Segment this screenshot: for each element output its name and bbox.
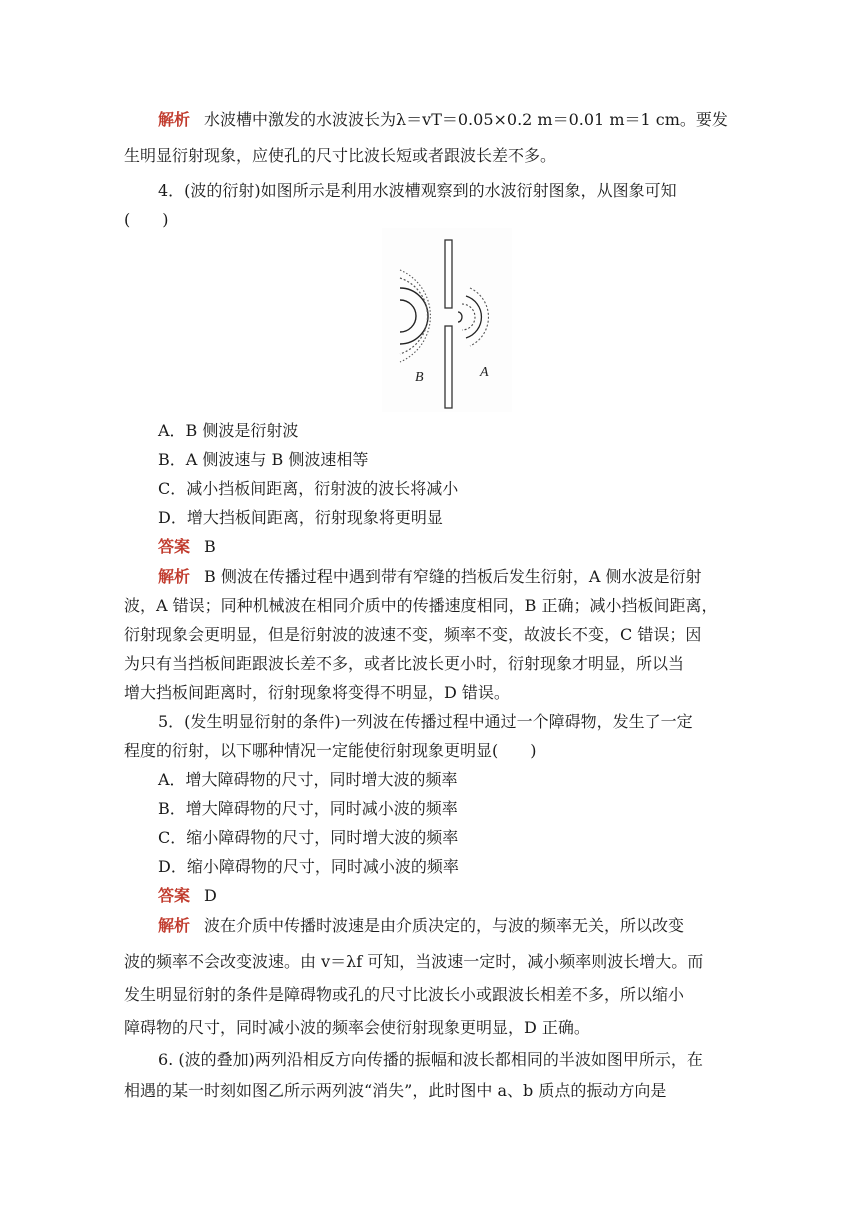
upper-barrier [445, 240, 452, 308]
q3-analysis-line-1 [158, 110, 774, 130]
q4-analysis-line-5: 增大挡板间距离时，衍射现象将变得不明显，D 错误。 [124, 683, 510, 702]
q4-option-b: B．A 侧波速与 B 侧波速相等 [158, 450, 369, 469]
diffraction-diagram [382, 228, 512, 412]
label-a: A [480, 365, 489, 380]
q4-option-c: C．减小挡板间距离，衍射波的波长将减小 [158, 479, 459, 498]
q3-analysis-line-2: 生明显衍射现象，应使孔的尺寸比波长短或者跟波长差不多。 [124, 146, 557, 165]
q4-analysis-line-3: 衍射现象会更明显，但是衍射波的波速不变，频率不变，故波长不变，C 错误；因 [124, 625, 702, 644]
label-b: B [415, 370, 424, 385]
answer-value: D [204, 886, 217, 905]
q6-stem-line-2: 相遇的某一时刻如图乙所示两列波“消失”，此时图中 a、b 质点的振动方向是 [124, 1081, 667, 1100]
q5-option-b: B．增大障碍物的尺寸，同时减小波的频率 [158, 799, 458, 818]
q4-analysis-line-4: 为只有当挡板间距跟波长差不多，或者比波长更小时，衍射现象才明显，所以当 [124, 654, 685, 673]
q5-stem-line-2: 程度的衍射，以下哪种情况一定能使衍射现象更明显( ) [124, 741, 537, 760]
q5-option-d: D．缩小障碍物的尺寸，同时减小波的频率 [158, 857, 459, 876]
q4-analysis-line-1 [158, 567, 740, 587]
analysis-label: 解析 [158, 916, 191, 935]
q5-option-c: C．缩小障碍物的尺寸，同时增大波的频率 [158, 828, 459, 847]
analysis-label: 解析 [158, 567, 191, 586]
q5-analysis-line-2: 波的频率不会改变波速。由 v＝λf 可知，当波速一定时，减小频率则波长增大。而 [124, 952, 704, 971]
q5-option-a: A．增大障碍物的尺寸，同时增大波的频率 [158, 770, 458, 789]
q5-stem-line-1: 5．(发生明显衍射的条件)一列波在传播过程中通过一个障碍物，发生了一定 [158, 712, 693, 731]
lower-barrier [445, 326, 452, 408]
answer-label: 答案 [158, 886, 191, 905]
q5-analysis-line-1 [158, 916, 740, 936]
analysis-text: 水波槽中激发的水波波长为λ＝vT＝0.05×0.2 m＝0.01 m＝1 cm。要发 [204, 110, 728, 129]
analysis-text: B 侧波在传播过程中遇到带有窄缝的挡板后发生衍射，A 侧水波是衍射 [204, 567, 702, 586]
q4-option-a: A．B 侧波是衍射波 [158, 421, 299, 440]
q4-option-d: D．增大挡板间距离，衍射现象将更明显 [158, 508, 443, 527]
q5-answer [158, 886, 217, 906]
q5-analysis-line-4: 障碍物的尺寸，同时减小波的频率会使衍射现象更明显，D 正确。 [124, 1018, 590, 1037]
q4-stem-line-2: ( ) [124, 210, 169, 229]
analysis-text: 波在介质中传播时波速是由介质决定的，与波的频率无关，所以改变 [204, 916, 685, 935]
analysis-label: 解析 [158, 110, 191, 129]
q6-stem-line-1: 6. (波的叠加)两列沿相反方向传播的振幅和波长都相同的半波如图甲所示，在 [158, 1050, 703, 1069]
q4-analysis-line-2: 波，A 错误；同种机械波在相同介质中的传播速度相同，B 正确；减小挡板间距离， [124, 596, 718, 615]
q4-answer [158, 537, 216, 557]
answer-value: B [204, 537, 216, 556]
q4-stem-line-1: 4．(波的衍射)如图所示是利用水波槽观察到的水波衍射图象，从图象可知 [158, 181, 677, 200]
q5-analysis-line-3: 发生明显衍射的条件是障碍物或孔的尺寸比波长小或跟波长相差不多，所以缩小 [124, 985, 685, 1004]
diffraction-figure [382, 228, 512, 412]
answer-label: 答案 [158, 537, 191, 556]
